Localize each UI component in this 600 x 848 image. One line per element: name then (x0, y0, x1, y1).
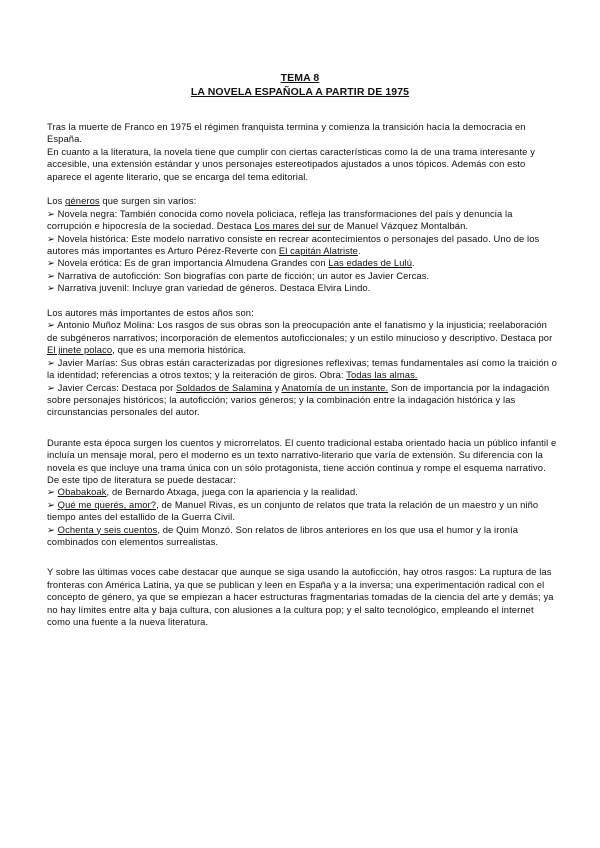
genres-heading-pre: Los (47, 195, 66, 207)
genre-erotica-text-end: . (412, 257, 415, 269)
closing-paragraph: Y sobre las últimas voces cabe destacar que aunque se siga usando la autoficción, hay otros rasgos: La ruptura de las fronteras con América Latina, ya que se publican y leen en España y a la inversa; una experimentación radical con el concepto de género, ya que se empiezan a hacer estructuras fragmentarias tomadas de la ciencia del arte y demás; ya no hay límites entre alta y baja cultura, con alusiones a la cultura pop; y el salto tecnológico, empleando el internet como una fuente a la nueva literatura. (47, 566, 554, 627)
author-molina-text-end: , que es una memoria histórica. (112, 344, 247, 356)
author-marias-text: ➢ Javier Marías: Sus obras están caracterizadas por digresiones reflexivas; temas fundamentales así como la traición o la identidad; referencias a otros textos; y la reiteración de giros. Obra: (47, 356, 557, 381)
genre-item-erotica (47, 257, 557, 269)
work-title-anatomia-de-un-instante: Anatomía de un instante. (281, 381, 389, 393)
work-title-las-edades-de-lulu: Las edades de Lulú (328, 257, 413, 269)
cuento-item-que-me-queres (47, 499, 557, 524)
cuento-ochenta-text: , de Quim Monzó. Son relatos de libros anteriores en los que usa el humor y la ironía combinados con elementos surrealistas. (47, 523, 519, 547)
cuento-ochenta-bullet: ➢ (47, 523, 58, 535)
title-line-1: TEMA 8 (280, 72, 320, 84)
genres-heading (47, 195, 557, 207)
document-title (0, 72, 600, 99)
cuento-item-ochenta (47, 524, 557, 549)
cuento-quemequieres-bullet: ➢ (47, 498, 58, 510)
genres-heading-post: que surgen sin varios: (99, 195, 197, 207)
genre-historica-text-end: . (358, 245, 361, 257)
genre-item-negra (47, 208, 557, 233)
work-title-que-me-queres-amor: Qué me querés, amor? (57, 498, 157, 510)
cuento-obabakoak-text: , de Bernardo Atxaga, juega con la apariencia y la realidad. (106, 486, 359, 498)
genre-negra-text-end: de Manuel Vázquez Montalbán. (330, 220, 469, 232)
title-line-2: LA NOVELA ESPAÑOLA A PARTIR DE 1975 (190, 85, 410, 98)
genre-negra-text: ➢ Novela negra: También conocida como novela policiaca, refleja las transformaciones del país y denuncia la corrupción e hipocresía de la sociedad. Destaca (47, 207, 513, 232)
genre-item-historica (47, 233, 557, 258)
genre-item-juvenil: ➢ Narrativa juvenil: Incluye gran variedad de géneros. Destaca Elvira Lindo. (47, 282, 371, 294)
genre-historica-text: ➢ Novela histórica: Este modelo narrativo consiste en recrear acontecimientos o personajes del pasado. Uno de los autores más importantes es Arturo Pérez-Reverte con (47, 232, 540, 257)
author-molina-text: ➢ Antonio Muñoz Molina: Los rasgos de sus obras son la preocupación ante el fanatismo y la injusticia; reelaboración de subgéneros narrativos; incorporación de elementos autoficcionales; y un estilo minucioso y descriptivo. Destaca por (47, 319, 553, 343)
genre-erotica-text: ➢ Novela erótica: Es de gran importancia Almudena Grandes con (47, 257, 329, 269)
work-title-el-capitan-alatriste: El capitán Alatriste (278, 245, 358, 257)
genre-item-autoficcion: ➢ Narrativa de autoficción: Son biografías con parte de ficción; un autor es Javier Cercas. (47, 269, 430, 281)
work-title-los-mares-del-sur: Los mares del sur (254, 220, 331, 232)
author-cercas-text-end: Son de importancia por la indagación sobre personajes históricos; la autoficción; varios géneros; y la combinación entre la indagación histórica y las circunstancias personales del autor. (47, 381, 550, 418)
cuento-paragraph: Durante esta época surgen los cuentos y microrrelatos. El cuento tradicional estaba orientado hacia un público infantil e incluía un mensaje moral, pero el moderno es un texto narrativo-literario que varía de extensión. Su diferencia con la novela es que incluye una trama única con un sólo protagonista, tiene acción continua y rompe el esquema narrativo. De este tipo de literatura se puede destacar: (47, 436, 557, 485)
work-title-obabakoak: Obabakoak (57, 486, 107, 498)
author-cercas-conjunction: y (271, 381, 282, 393)
cuento-quemequieres-text: , de Manuel Rivas, es un conjunto de relatos que trata la relación de un maestro y un niño tiempo antes del estallido de la Guerra Civil. (47, 498, 539, 523)
author-cercas-text: ➢ Javier Cercas: Destaca por (47, 381, 177, 393)
work-title-soldados-de-salamina: Soldados de Salamina (176, 381, 272, 393)
cuento-item-obabakoak (47, 486, 557, 498)
intro-paragraph-1: Tras la muerte de Franco en 1975 el régimen franquista termina y comienza la transición hacía la democracia en España. (47, 121, 526, 145)
work-title-ochenta-y-seis-cuentos: Ochenta y seis cuentos (57, 523, 158, 535)
authors-heading: Los autores más importantes de estos años son: (47, 307, 254, 319)
genres-heading-underlined: géneros (65, 195, 100, 207)
author-item-cercas (47, 382, 557, 419)
cuento-obabakoak-bullet: ➢ (47, 486, 58, 498)
author-item-molina (47, 319, 557, 356)
intro-paragraph-2: En cuanto a la literatura, la novela tiene que cumplir con ciertas características como la de una trama interesante y accesible, una extensión estándar y unos personajes estereotipados ajustados a unos tópicos. Además con esto aparece el agente literario, que se encarga del tema editorial. (47, 145, 535, 182)
document-body (47, 121, 557, 628)
work-title-todas-las-almas: Todas las almas. (346, 369, 418, 381)
author-item-marias (47, 357, 557, 382)
work-title-el-jinete-polaco: El jinete polaco (47, 344, 113, 356)
